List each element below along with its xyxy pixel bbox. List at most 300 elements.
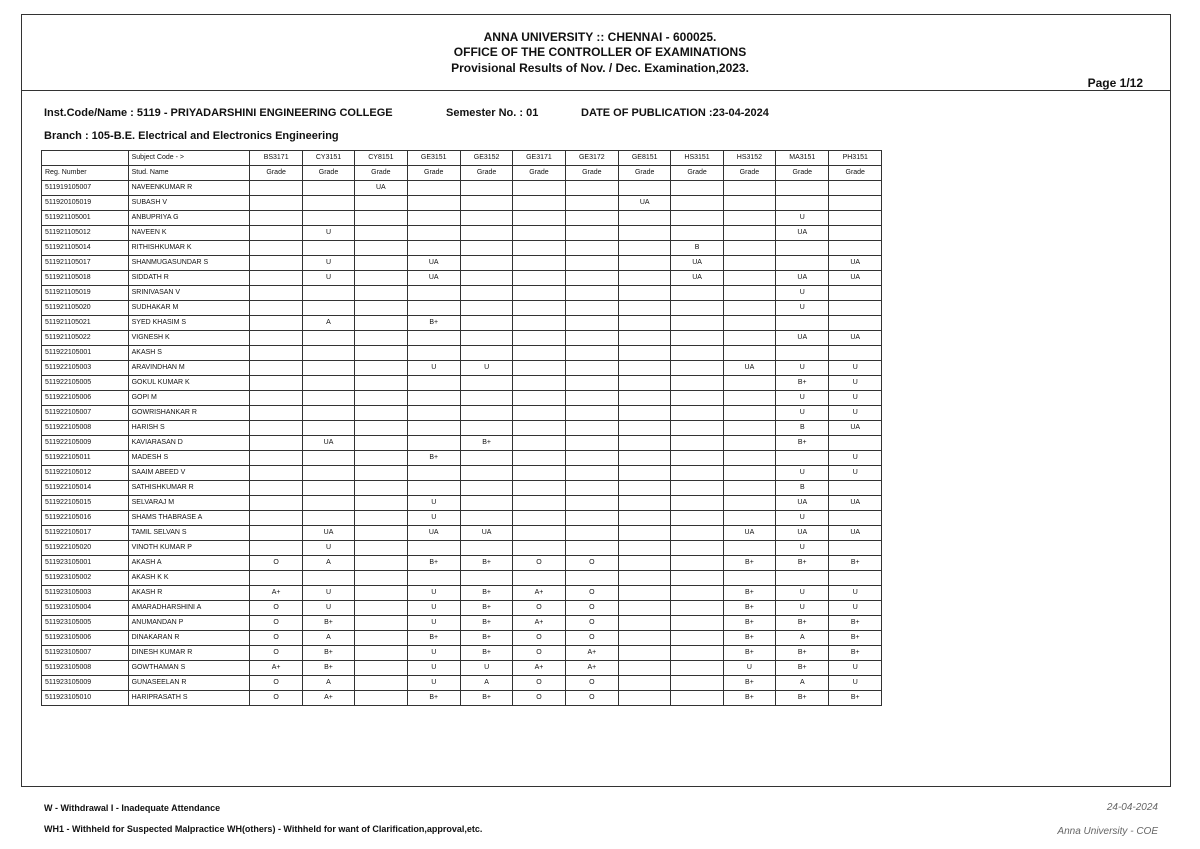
grade-cell: UA	[776, 226, 829, 241]
grade-cell: O	[513, 691, 565, 706]
student-name-cell: MADESH S	[128, 451, 250, 466]
grade-cell: U	[776, 301, 829, 316]
grade-cell: B+	[723, 601, 775, 616]
grade-cell	[671, 496, 723, 511]
grade-cell	[302, 391, 354, 406]
grade-cell: U	[776, 466, 829, 481]
grade-cell	[250, 511, 302, 526]
grade-column-header: Grade	[671, 166, 723, 181]
reg-number-cell: 511923105003	[42, 586, 129, 601]
grade-cell	[355, 301, 407, 316]
grade-cell: B+	[776, 436, 829, 451]
header-divider	[22, 90, 1170, 91]
grade-cell	[565, 271, 618, 286]
grade-column-header: Grade	[250, 166, 302, 181]
grade-cell	[355, 676, 407, 691]
grade-cell	[513, 346, 565, 361]
grade-cell: A+	[250, 661, 302, 676]
grade-cell	[619, 181, 671, 196]
student-name-cell: KAVIARASAN D	[128, 436, 250, 451]
table-row	[42, 496, 882, 511]
table-row	[42, 406, 882, 421]
grade-cell: UA	[671, 256, 723, 271]
grade-cell	[565, 211, 618, 226]
footer-organization: Anna University - COE	[1057, 826, 1158, 837]
grade-cell	[460, 211, 512, 226]
grade-cell	[565, 391, 618, 406]
grade-cell	[355, 196, 407, 211]
grade-cell	[671, 601, 723, 616]
grade-cell: UA	[776, 331, 829, 346]
grade-cell: B+	[776, 646, 829, 661]
grade-cell	[565, 466, 618, 481]
grade-cell: B+	[460, 586, 512, 601]
reg-number-cell: 511919105007	[42, 181, 129, 196]
grade-cell: U	[776, 601, 829, 616]
student-name-header: Stud. Name	[128, 166, 250, 181]
grade-cell	[513, 541, 565, 556]
grade-cell	[460, 511, 512, 526]
grade-cell: UA	[829, 421, 882, 436]
grade-cell: O	[565, 601, 618, 616]
grade-cell	[460, 241, 512, 256]
grade-cell	[723, 226, 775, 241]
reg-number-cell: 511920105019	[42, 196, 129, 211]
grade-cell	[302, 571, 354, 586]
grade-cell: U	[407, 616, 460, 631]
grade-cell	[460, 346, 512, 361]
reg-number-cell: 511921105022	[42, 331, 129, 346]
grade-cell	[355, 526, 407, 541]
grade-cell	[723, 181, 775, 196]
grade-cell	[619, 286, 671, 301]
student-name-cell: ARAVINDHAN M	[128, 361, 250, 376]
table-row	[42, 616, 882, 631]
grade-cell	[671, 481, 723, 496]
reg-number-cell: 511922105005	[42, 376, 129, 391]
grade-cell	[619, 586, 671, 601]
grade-cell: A	[302, 676, 354, 691]
grade-cell	[460, 481, 512, 496]
grade-cell	[407, 226, 460, 241]
grade-cell: UA	[723, 526, 775, 541]
grade-cell	[302, 466, 354, 481]
grade-cell	[565, 331, 618, 346]
grade-cell	[355, 541, 407, 556]
grade-cell	[776, 571, 829, 586]
grade-cell	[250, 181, 302, 196]
grade-cell	[407, 466, 460, 481]
grade-cell	[355, 646, 407, 661]
subject-code-header: BS3171	[250, 151, 302, 166]
grade-cell	[250, 376, 302, 391]
grade-cell: B+	[723, 616, 775, 631]
grade-cell	[671, 226, 723, 241]
grade-cell: B+	[776, 556, 829, 571]
grade-cell	[565, 406, 618, 421]
institution-name: Inst.Code/Name : 5119 - PRIYADARSHINI ENGINEERING COLLEGE	[44, 107, 393, 119]
grade-cell	[513, 316, 565, 331]
grade-cell: U	[776, 511, 829, 526]
grade-cell: A+	[513, 616, 565, 631]
grade-cell: UA	[829, 496, 882, 511]
grade-cell	[302, 211, 354, 226]
grade-cell	[829, 241, 882, 256]
grade-cell	[513, 436, 565, 451]
grade-cell	[565, 316, 618, 331]
grade-cell	[460, 181, 512, 196]
student-name-cell: GOWRISHANKAR R	[128, 406, 250, 421]
table-row	[42, 586, 882, 601]
grade-cell	[671, 331, 723, 346]
grade-cell: U	[776, 406, 829, 421]
grade-cell	[619, 631, 671, 646]
student-name-cell: ANBUPRIYA G	[128, 211, 250, 226]
grade-cell	[250, 286, 302, 301]
grade-cell	[565, 196, 618, 211]
subject-code-header: HS3151	[671, 151, 723, 166]
grade-cell	[671, 586, 723, 601]
grade-cell: UA	[776, 496, 829, 511]
grade-cell: UA	[407, 526, 460, 541]
grade-cell: A+	[250, 586, 302, 601]
student-name-cell: TAMIL SELVAN S	[128, 526, 250, 541]
grade-cell	[513, 271, 565, 286]
grade-cell	[302, 301, 354, 316]
table-row	[42, 556, 882, 571]
subject-code-header: GE3172	[565, 151, 618, 166]
grade-cell	[302, 361, 354, 376]
grade-cell	[671, 661, 723, 676]
grade-column-header: Grade	[565, 166, 618, 181]
grade-cell	[355, 631, 407, 646]
reg-number-cell: 511922105017	[42, 526, 129, 541]
grade-cell	[829, 481, 882, 496]
grade-cell	[671, 286, 723, 301]
grades-table-body	[42, 181, 882, 706]
grade-cell	[355, 271, 407, 286]
grade-cell	[407, 541, 460, 556]
grade-cell: B+	[776, 616, 829, 631]
grade-cell	[250, 526, 302, 541]
grade-cell	[619, 511, 671, 526]
grade-cell	[513, 511, 565, 526]
grade-cell: A	[776, 631, 829, 646]
table-row	[42, 691, 882, 706]
grade-cell	[671, 376, 723, 391]
grade-cell	[723, 496, 775, 511]
grade-cell	[250, 196, 302, 211]
grade-cell: U	[407, 661, 460, 676]
grade-cell: O	[513, 646, 565, 661]
grade-cell: U	[460, 361, 512, 376]
student-name-cell: SHANMUGASUNDAR S	[128, 256, 250, 271]
reg-number-cell: 511922105003	[42, 361, 129, 376]
grade-cell	[355, 241, 407, 256]
grade-cell: A+	[565, 661, 618, 676]
reg-number-cell: 511922105007	[42, 406, 129, 421]
grade-cell	[355, 496, 407, 511]
grade-cell	[355, 346, 407, 361]
grade-cell	[460, 496, 512, 511]
grade-cell: O	[565, 676, 618, 691]
grade-cell	[565, 421, 618, 436]
table-row	[42, 301, 882, 316]
grade-cell	[776, 196, 829, 211]
grade-cell	[355, 391, 407, 406]
grade-cell	[565, 451, 618, 466]
grade-cell	[671, 571, 723, 586]
student-name-cell: SATHISHKUMAR R	[128, 481, 250, 496]
grade-cell	[355, 451, 407, 466]
grade-cell	[671, 421, 723, 436]
grade-cell: B+	[723, 631, 775, 646]
reg-number-cell: 511923105002	[42, 571, 129, 586]
reg-number-cell: 511922105006	[42, 391, 129, 406]
reg-number-cell: 511922105001	[42, 346, 129, 361]
grade-cell	[829, 286, 882, 301]
grade-cell: UA	[829, 256, 882, 271]
grade-cell: UA	[407, 271, 460, 286]
table-row	[42, 196, 882, 211]
grade-cell: U	[302, 271, 354, 286]
grade-cell: B+	[407, 556, 460, 571]
grade-cell	[723, 316, 775, 331]
grade-cell: A+	[513, 586, 565, 601]
grade-cell	[829, 571, 882, 586]
grade-cell	[776, 181, 829, 196]
grade-cell	[671, 691, 723, 706]
grade-cell	[460, 286, 512, 301]
reg-number-cell: 511921105017	[42, 256, 129, 271]
grade-cell	[776, 346, 829, 361]
grade-cell	[829, 301, 882, 316]
grade-cell	[460, 226, 512, 241]
grade-cell	[565, 496, 618, 511]
grade-cell: U	[302, 586, 354, 601]
student-name-cell: AMARADHARSHINI A	[128, 601, 250, 616]
student-name-cell: NAVEENKUMAR R	[128, 181, 250, 196]
grade-cell	[407, 376, 460, 391]
grade-cell	[355, 331, 407, 346]
grade-cell	[723, 376, 775, 391]
grade-column-header: Grade	[513, 166, 565, 181]
grade-cell: U	[460, 661, 512, 676]
table-row	[42, 421, 882, 436]
grade-cell	[407, 331, 460, 346]
grade-cell	[829, 226, 882, 241]
grade-cell	[355, 601, 407, 616]
subject-code-row	[42, 151, 882, 166]
reg-number-cell: 511921105021	[42, 316, 129, 331]
grade-cell	[513, 451, 565, 466]
grade-cell: B+	[407, 631, 460, 646]
grade-cell	[723, 466, 775, 481]
grade-cell	[619, 361, 671, 376]
grade-cell	[671, 211, 723, 226]
grade-cell	[302, 496, 354, 511]
student-name-cell: VIGNESH K	[128, 331, 250, 346]
page-number: Page 1/12	[1087, 76, 1143, 90]
grade-cell	[619, 571, 671, 586]
grade-cell	[513, 241, 565, 256]
grade-cell	[407, 286, 460, 301]
grade-cell	[355, 361, 407, 376]
grade-cell	[355, 376, 407, 391]
grade-cell	[513, 421, 565, 436]
grade-cell	[619, 541, 671, 556]
grade-cell: U	[829, 586, 882, 601]
reg-number-cell: 511923105008	[42, 661, 129, 676]
grade-cell: B+	[723, 556, 775, 571]
grade-cell: O	[513, 676, 565, 691]
grade-cell	[460, 331, 512, 346]
grade-cell: B+	[776, 376, 829, 391]
grade-cell: B+	[407, 451, 460, 466]
subject-code-header: GE3151	[407, 151, 460, 166]
grade-cell	[723, 541, 775, 556]
grade-cell: B+	[302, 616, 354, 631]
subject-code-header: GE3152	[460, 151, 512, 166]
grade-cell	[513, 406, 565, 421]
grade-cell	[513, 196, 565, 211]
grade-cell	[619, 391, 671, 406]
grade-cell: UA	[302, 526, 354, 541]
grade-cell	[671, 676, 723, 691]
reg-number-cell: 511923105010	[42, 691, 129, 706]
grade-cell	[776, 241, 829, 256]
grade-cell	[776, 451, 829, 466]
student-name-cell: DINESH KUMAR R	[128, 646, 250, 661]
table-row	[42, 331, 882, 346]
grade-cell	[407, 436, 460, 451]
grade-cell: O	[565, 691, 618, 706]
grade-cell	[619, 316, 671, 331]
grade-cell	[302, 481, 354, 496]
grade-cell	[619, 421, 671, 436]
grade-cell	[355, 436, 407, 451]
grade-cell	[302, 196, 354, 211]
grade-cell: B+	[460, 556, 512, 571]
grade-cell	[671, 196, 723, 211]
grade-cell: O	[513, 601, 565, 616]
student-name-cell: SUBASH V	[128, 196, 250, 211]
grade-cell	[302, 331, 354, 346]
grade-cell	[671, 181, 723, 196]
grade-cell	[565, 241, 618, 256]
grade-cell	[250, 241, 302, 256]
student-name-cell: SRINIVASAN V	[128, 286, 250, 301]
reg-number-cell: 511921105018	[42, 271, 129, 286]
subject-code-header: CY8151	[355, 151, 407, 166]
grade-cell	[302, 181, 354, 196]
grade-cell	[723, 511, 775, 526]
grade-cell	[723, 301, 775, 316]
table-row	[42, 541, 882, 556]
grade-cell	[302, 241, 354, 256]
reg-number-cell: 511923105007	[42, 646, 129, 661]
grade-cell	[460, 391, 512, 406]
student-name-cell: AKASH A	[128, 556, 250, 571]
table-row	[42, 286, 882, 301]
grade-cell	[513, 256, 565, 271]
grade-cell	[407, 211, 460, 226]
grade-cell: U	[407, 601, 460, 616]
grade-cell	[619, 256, 671, 271]
student-name-cell: SELVARAJ M	[128, 496, 250, 511]
reg-number-cell: 511922105012	[42, 466, 129, 481]
grade-cell	[565, 481, 618, 496]
grade-cell	[671, 346, 723, 361]
grade-cell	[829, 511, 882, 526]
grade-cell	[355, 466, 407, 481]
grade-cell: B+	[302, 646, 354, 661]
grade-cell	[355, 661, 407, 676]
grade-cell	[302, 421, 354, 436]
grade-cell: A	[302, 556, 354, 571]
grade-cell	[460, 406, 512, 421]
grade-cell	[513, 481, 565, 496]
grade-cell	[723, 331, 775, 346]
grade-cell: UA	[671, 271, 723, 286]
grade-cell: U	[776, 286, 829, 301]
grade-cell	[619, 661, 671, 676]
reg-number-cell: 511922105016	[42, 511, 129, 526]
student-name-cell: AKASH K K	[128, 571, 250, 586]
table-row	[42, 676, 882, 691]
grade-cell	[829, 346, 882, 361]
grade-cell	[671, 646, 723, 661]
grade-cell	[250, 346, 302, 361]
grade-cell	[250, 466, 302, 481]
reg-number-cell: 511921105014	[42, 241, 129, 256]
grade-cell	[671, 616, 723, 631]
university-title: ANNA UNIVERSITY :: CHENNAI - 600025.	[483, 30, 717, 44]
grade-cell: UA	[723, 361, 775, 376]
grade-column-header: Grade	[355, 166, 407, 181]
grade-cell	[460, 196, 512, 211]
grade-cell: B+	[776, 661, 829, 676]
grade-cell: B	[671, 241, 723, 256]
grade-cell	[671, 526, 723, 541]
grade-cell	[565, 181, 618, 196]
student-name-cell: SUDHAKAR M	[128, 301, 250, 316]
grade-cell: O	[565, 556, 618, 571]
grade-cell	[250, 496, 302, 511]
grade-cell	[407, 181, 460, 196]
grade-cell: U	[407, 361, 460, 376]
grade-cell	[513, 496, 565, 511]
grade-cell: U	[407, 646, 460, 661]
student-name-cell: ANUMANDAN P	[128, 616, 250, 631]
grade-cell: A	[776, 676, 829, 691]
subject-code-header: HS3152	[723, 151, 775, 166]
grade-cell	[565, 361, 618, 376]
grade-cell	[407, 241, 460, 256]
grade-cell	[723, 421, 775, 436]
grade-cell: O	[250, 691, 302, 706]
grade-cell	[460, 376, 512, 391]
grade-cell: UA	[776, 526, 829, 541]
reg-number-cell: 511922105020	[42, 541, 129, 556]
grade-cell: A+	[302, 691, 354, 706]
grade-cell	[619, 331, 671, 346]
grade-cell: U	[829, 451, 882, 466]
table-row	[42, 256, 882, 271]
table-row	[42, 661, 882, 676]
grade-cell	[460, 571, 512, 586]
subject-code-header: GE8151	[619, 151, 671, 166]
